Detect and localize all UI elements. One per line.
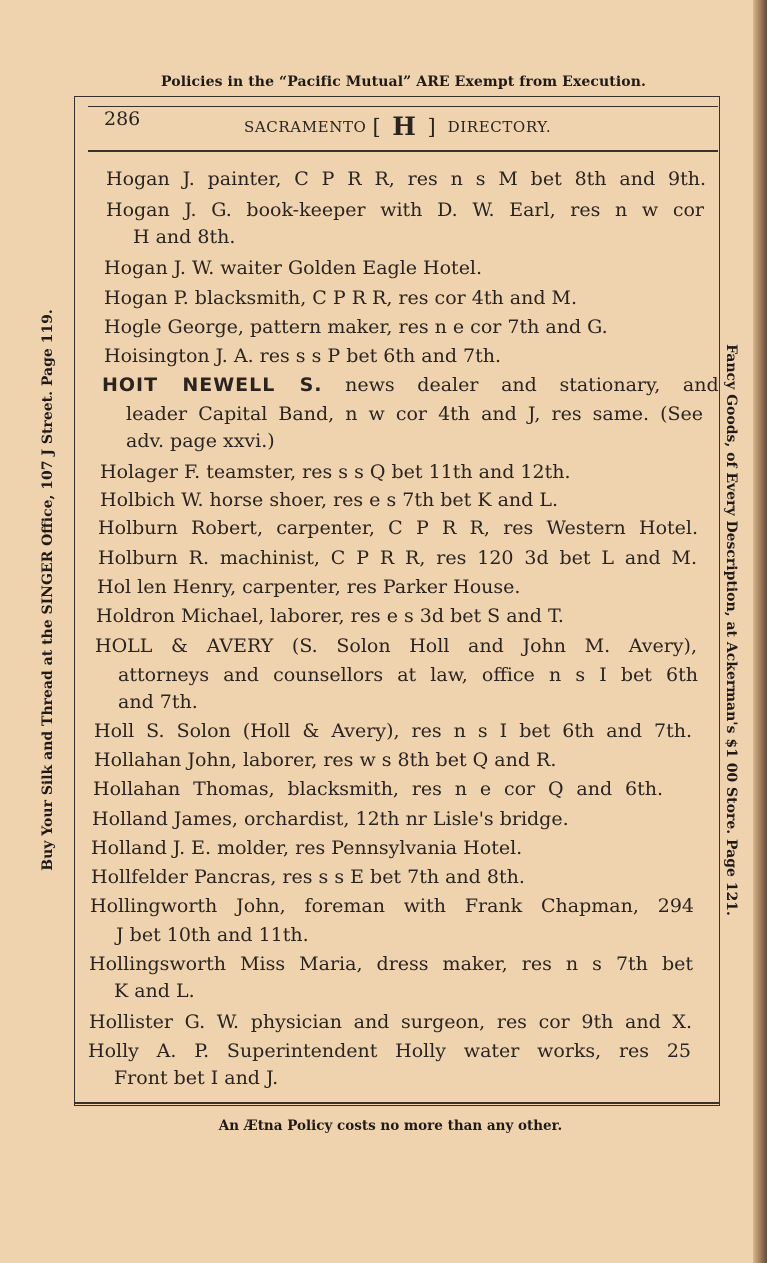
directory-entry [88, 1042, 691, 1061]
directory-entry-text: Hogan J. G. book-keeper with D. W. Earl, res n w cor [106, 199, 704, 221]
directory-entry-text: K and L. [114, 980, 195, 1002]
directory-entry-continuation [126, 405, 703, 424]
running-head [244, 112, 551, 141]
directory-entry-text: Holbich W. horse shoer, res e s 7th bet K and L. [100, 489, 558, 511]
directory-entry [96, 607, 564, 626]
directory-entry-text: J bet 10th and 11th. [116, 924, 309, 946]
directory-entry [100, 491, 558, 510]
directory-entry-text: leader Capital Band, n w cor 4th and J, res same. (See [126, 403, 703, 425]
directory-entry-continuation [118, 666, 698, 685]
directory-entry [106, 201, 704, 220]
directory-entry-text: Holland James, orchardist, 12th nr Lisle's bridge. [92, 808, 569, 830]
directory-entry [104, 347, 501, 366]
directory-entry [91, 868, 525, 887]
directory-entry-text: Holly A. P. Superintendent Holly water works, res 25 [88, 1040, 691, 1062]
right-margin-advertisement: Fancy Goods, of Every Description, at Ackerman's $1 00 Store. Page 121. [723, 344, 739, 916]
directory-entry [90, 897, 694, 916]
bracket-open: [ [372, 115, 382, 139]
left-margin-advertisement: Buy Your Silk and Thread at the SINGER Office, 107 J Street. Page 119. [40, 309, 56, 871]
directory-entry-continuation [118, 693, 198, 712]
directory-entry-text: Hollfelder Pancras, res s s E bet 7th and 8th. [91, 866, 525, 888]
directory-entry-text: Hollister G. W. physician and surgeon, res cor 9th and X. [89, 1011, 692, 1033]
bracket-close: ] [427, 115, 437, 139]
page-edge-shadow [753, 0, 767, 1263]
directory-entry [98, 519, 698, 538]
directory-entry-text: Hogan J. painter, C P R R, res n s M bet 8th and 9th. [106, 168, 706, 190]
directory-entry-text: Hollahan John, laborer, res w s 8th bet Q and R. [94, 749, 557, 771]
directory-entry-text: Hollahan Thomas, blacksmith, res n e cor Q and 6th. [93, 778, 663, 800]
section-letter: H [392, 112, 417, 141]
directory-entry-text: Holland J. E. molder, res Pennsylvania Hotel. [91, 837, 523, 859]
directory-entry [92, 810, 569, 829]
directory-entry-text: Hogle George, pattern maker, res n e cor 7th and G. [104, 316, 608, 338]
bottom-advertisement: An Ætna Policy costs no more than any other. [218, 1118, 563, 1134]
directory-entry-bold-name: HOIT NEWELL S. [102, 374, 323, 396]
directory-entry-continuation [114, 982, 195, 1001]
directory-entry-text: HOLL & AVERY (S. Solon Holl and John M. Avery), [95, 635, 697, 657]
top-advertisement: Policies in the “Pacific Mutual” ARE Exempt from Execution. [161, 74, 646, 90]
directory-entry-text: Front bet I and J. [114, 1067, 279, 1089]
directory-entry [95, 637, 697, 656]
running-head-city: SACRAMENTO [244, 118, 367, 136]
directory-entry-text: Hogan J. W. waiter Golden Eagle Hotel. [104, 257, 483, 279]
directory-entry-text: Holburn Robert, carpenter, C P R R, res Western Hotel. [98, 517, 698, 539]
directory-entry-text: Hogan P. blacksmith, C P R R, res cor 4th and M. [104, 287, 578, 309]
directory-entry [93, 780, 663, 799]
directory-entry-text: Holl S. Solon (Holl & Avery), res n s I bet 6th and 7th. [94, 720, 692, 742]
page-number: 286 [104, 108, 141, 130]
directory-entry [100, 463, 571, 482]
directory-entry-text: and 7th. [118, 691, 198, 713]
running-head-title: DIRECTORY. [447, 118, 552, 136]
directory-entry [98, 549, 697, 568]
directory-entry [89, 955, 693, 974]
directory-entry-text: adv. page xxvi.) [126, 430, 275, 452]
directory-entry [97, 578, 520, 597]
directory-entry-text: H and 8th. [133, 226, 236, 248]
directory-entry-text: news dealer and stationary, and [322, 374, 719, 396]
directory-entry [94, 751, 556, 770]
directory-entry [104, 289, 577, 308]
directory-entry-continuation [114, 1069, 278, 1088]
directory-entry-text: Hoisington J. A. res s s P bet 6th and 7th. [104, 345, 502, 367]
directory-entry [106, 170, 706, 189]
directory-entry-text: Holager F. teamster, res s s Q bet 11th and 12th. [100, 461, 571, 483]
directory-entry-text: Holburn R. machinist, C P R R, res 120 3d bet L and M. [98, 547, 697, 569]
directory-entry-continuation [126, 432, 275, 451]
bottom-rule [74, 1102, 720, 1104]
directory-entry [102, 376, 719, 395]
directory-entry-text: Holdron Michael, laborer, res e s 3d bet S and T. [96, 605, 564, 627]
directory-entry [104, 318, 608, 337]
directory-entry [94, 722, 692, 741]
directory-entry [91, 839, 522, 858]
directory-entry-continuation [116, 926, 309, 945]
directory-entry [104, 259, 482, 278]
directory-entry-continuation [133, 228, 235, 247]
directory-entry-text: Hollingworth John, foreman with Frank Chapman, 294 [90, 895, 694, 917]
directory-entry-text: attorneys and counsellors at law, office n s I bet 6th [118, 664, 698, 686]
directory-entry [89, 1013, 692, 1032]
directory-entry-text: Hollingsworth Miss Maria, dress maker, res n s 7th bet [89, 953, 693, 975]
directory-entry-text: Hol len Henry, carpenter, res Parker House. [97, 576, 521, 598]
